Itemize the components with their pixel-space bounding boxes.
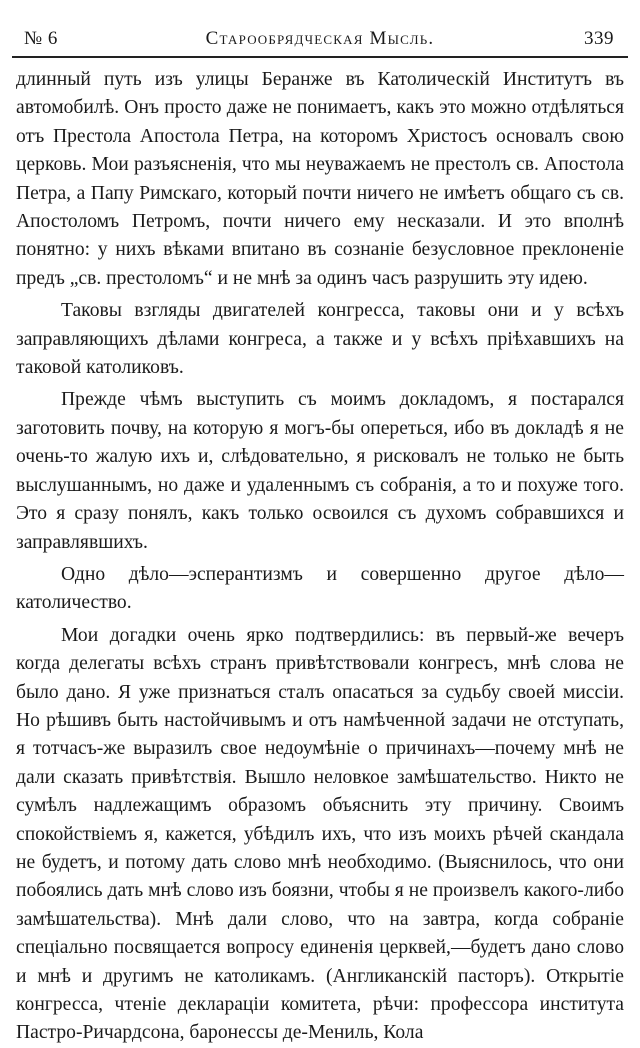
issue-number: № 6 [24, 28, 58, 49]
paragraph: Мои догадки очень ярко подтвердились: въ первый-же вечеръ когда делегаты всѣхъ странъ привѣтствовали конгресъ, мнѣ слова не было дано. Я уже признаться сталъ опасаться за судьбу своей миссіи. Но рѣшивъ быть настойчивымъ и отъ намѣченной задачи не отступать, я тотчасъ-же выразилъ свое недоумѣніе о причинахъ—почему мнѣ не дали сказать привѣтствія. Вышло неловкое замѣшательство. Никто не сумѣлъ надлежащимъ образомъ объяснить эту причину. Своимъ спокойствіемъ я, кажется, убѣдилъ ихъ, что изъ моихъ рѣчей скандала не будетъ, и потому дать слово мнѣ необходимо. (Выяснилось, что они побоялись дать мнѣ слово изъ боязни, чтобы я не произвелъ какого-либо замѣшательства). Мнѣ дали слово, что на завтра, когда собраніе спеціально посвящается вопросу единенія церквей,—будетъ дано слово и мнѣ и другимъ не католикамъ. (Англиканскій пасторъ). Открытіе конгресса, чтеніе деклараціи комитета, рѣчи: профессора института Пастро-Ричардсона, баронессы де-Мениль, Кола [16, 624, 624, 1044]
header-rule [12, 56, 628, 58]
journal-title: Старообрядческая Мысль. [205, 28, 435, 49]
running-head [14, 26, 626, 52]
paragraph: Одно дѣло—эсперантизмъ и совершенно другое дѣло—католичество. [16, 563, 624, 614]
paragraph-continued: длинный путь изъ улицы Беранже въ Католическій Институтъ въ автомобилѣ. Онъ просто даже не понимаетъ, какъ это можно отдѣляться отъ Престола Апостола Петра, на которомъ Христосъ основалъ свою церковь. Мои разъясненія, что мы неуважаемъ не престолъ св. Апостола Петра, а Папу Римскаго, который почти ничего не имѣетъ общаго съ св. Апостоломъ Петромъ, почти ничего ему несказали. И это вполнѣ понятно: у нихъ вѣками впитано въ сознаніе безусловное преклоненіе предъ „св. престоломъ“ и не мнѣ за одинъ часъ разрушить эту идею. [16, 69, 624, 289]
body-text [16, 66, 624, 1048]
paragraph: Таковы взгляды двигателей конгресса, таковы они и у всѣхъ заправляющихъ дѣлами конгреса, а также и у всѣхъ пріѣхавшихъ на таковой католиковъ. [16, 300, 624, 379]
page-number: 339 [584, 28, 614, 49]
paragraph: Прежде чѣмъ выступить съ моимъ докладомъ, я постарался заготовить почву, на которую я могъ-бы опереться, ибо въ докладѣ я не очень-то жалую ихъ и, слѣдовательно, я рисковалъ не только не быть выслушаннымъ, но даже и удаленнымъ съ собранія, а то и похуже того. Это я сразу понялъ, какъ только освоился съ духомъ собравшихся и заправлявшихъ. [16, 389, 624, 553]
